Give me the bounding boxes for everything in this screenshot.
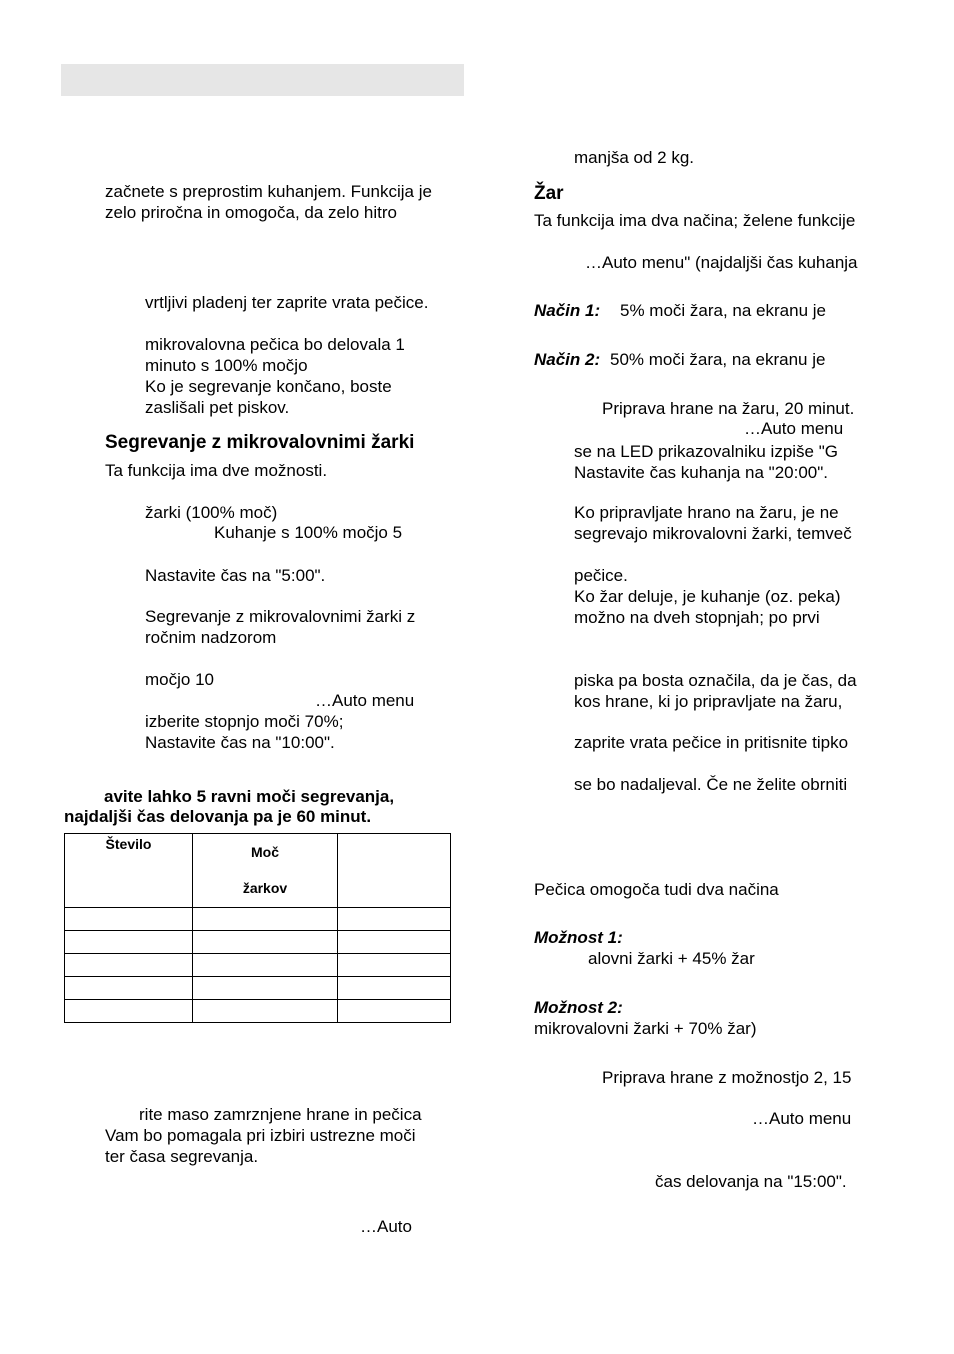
table-row — [65, 977, 451, 1000]
intro-line-1: začnete s preprostim kuhanjem. Funkcija je — [105, 182, 432, 201]
section-header-bar — [61, 64, 464, 96]
grill-example-line: …Auto menu — [744, 419, 844, 438]
grill-example-line: zaprite vrata pečice in pritisnite tipko — [574, 733, 849, 752]
combo-example-line: čas delovanja na "15:00". — [655, 1172, 847, 1191]
step-line: zaslišali pet piskov. — [145, 398, 290, 417]
table-header-power: Moč — [251, 844, 279, 860]
table-cell — [338, 908, 451, 931]
option-2-text: mikrovalovni žarki + 70% žar) — [534, 1019, 757, 1038]
auto-menu-line: …Auto menu" (najdaljši čas kuhanja — [585, 253, 858, 272]
combination-intro: Pečica omogoča tudi dva načina — [534, 880, 779, 899]
step-line: mikrovalovna pečica bo delovala 1 — [145, 335, 405, 354]
grill-example-line: Ko pripravljate hrano na žaru, je ne — [574, 503, 839, 522]
option-line: Kuhanje s 100% močjo 5 — [214, 523, 403, 542]
mode-1-label: Način 1: — [534, 301, 601, 320]
grill-example-line: Nastavite čas kuhanja na "20:00". — [574, 463, 829, 482]
table-cell — [338, 977, 451, 1000]
mode-2-text: 50% moči žara, na ekranu je — [610, 350, 826, 369]
option-line: Nastavite čas na "5:00". — [145, 566, 326, 585]
table-header-cell — [65, 834, 193, 908]
option-line: močjo 10 — [145, 670, 214, 689]
grill-example-line: Ko žar deluje, je kuhanje (oz. peka) — [574, 587, 841, 606]
grill-example-line: se bo nadaljeval. Če ne želite obrniti — [574, 775, 848, 794]
table-row — [65, 908, 451, 931]
table-cell — [193, 1000, 338, 1023]
step-line: minuto s 100% močjo — [145, 356, 308, 375]
mode-1-text: 5% moči žara, na ekranu je — [620, 301, 826, 320]
table-row — [65, 1000, 451, 1023]
table-header-cell — [338, 834, 451, 908]
microwave-heating-intro: Ta funkcija ima dve možnosti. — [105, 461, 328, 480]
option-line: Nastavite čas na "10:00". — [145, 733, 335, 752]
defrost-line: rite maso zamrznjene hrane in pečica — [139, 1105, 422, 1124]
grill-example-line: pečice. — [574, 566, 628, 585]
table-cell — [65, 954, 193, 977]
table-row — [65, 954, 451, 977]
table-cell — [65, 908, 193, 931]
grill-example-line: možno na dveh stopnjah; po prvi — [574, 608, 820, 627]
grill-example-line: piska pa bosta označila, da je čas, da — [574, 671, 857, 690]
table-cell — [193, 954, 338, 977]
table-header-beams: žarkov — [242, 880, 288, 896]
option-line: žarki (100% moč) — [145, 503, 278, 522]
power-levels-table — [64, 833, 451, 1023]
combo-example-line: Priprava hrane z možnostjo 2, 15 — [602, 1068, 852, 1087]
option-line: ročnim nadzorom — [145, 628, 277, 647]
step-line: Ko je segrevanje končano, boste — [145, 377, 392, 396]
auto-menu-fragment: …Auto — [360, 1217, 412, 1236]
table-row — [65, 931, 451, 954]
defrost-line: ter časa segrevanja. — [105, 1147, 259, 1166]
table-cell — [338, 1000, 451, 1023]
option-line: izberite stopnjo moči 70%; — [145, 712, 344, 731]
table-cell — [338, 931, 451, 954]
step-line: vrtljivi pladenj ter zaprite vrata pečice. — [145, 293, 429, 312]
option-line: Segrevanje z mikrovalovnimi žarki z — [145, 607, 416, 626]
weight-note: manjša od 2 kg. — [574, 148, 695, 167]
table-cell — [65, 931, 193, 954]
table-header-count: Število — [105, 836, 152, 852]
grill-heading: Žar — [534, 183, 564, 204]
table-header-cell — [193, 834, 338, 908]
option-1-label: Možnost 1: — [534, 928, 623, 947]
table-cell — [193, 931, 338, 954]
option-1-text: alovni žarki + 45% žar — [588, 949, 755, 968]
power-levels-note: avite lahko 5 ravni moči segrevanja, — [104, 787, 395, 806]
table-cell — [193, 977, 338, 1000]
defrost-line: Vam bo pomagala pri izbiri ustrezne moči — [105, 1126, 416, 1145]
grill-example-line: segrevajo mikrovalovni žarki, temveč — [574, 524, 852, 543]
microwave-heating-heading: Segrevanje z mikrovalovnimi žarki — [105, 432, 415, 453]
table-header-row — [65, 834, 451, 908]
combo-example-line: …Auto menu — [752, 1109, 852, 1128]
option-2-label: Možnost 2: — [534, 998, 623, 1017]
table-cell — [65, 1000, 193, 1023]
option-line: …Auto menu — [315, 691, 415, 710]
table-cell — [193, 908, 338, 931]
grill-example-line: Priprava hrane na žaru, 20 minut. — [602, 399, 855, 418]
table-cell — [338, 954, 451, 977]
mode-2-label: Način 2: — [534, 350, 601, 369]
grill-example-line: kos hrane, ki jo pripravljate na žaru, — [574, 692, 843, 711]
power-levels-note: najdaljši čas delovanja pa je 60 minut. — [64, 807, 372, 826]
grill-example-line: se na LED prikazovalniku izpiše "G — [574, 442, 838, 461]
table-cell — [65, 977, 193, 1000]
grill-intro: Ta funkcija ima dva načina; želene funkcije — [534, 211, 856, 230]
intro-line-2: zelo priročna in omogoča, da zelo hitro — [105, 203, 397, 222]
